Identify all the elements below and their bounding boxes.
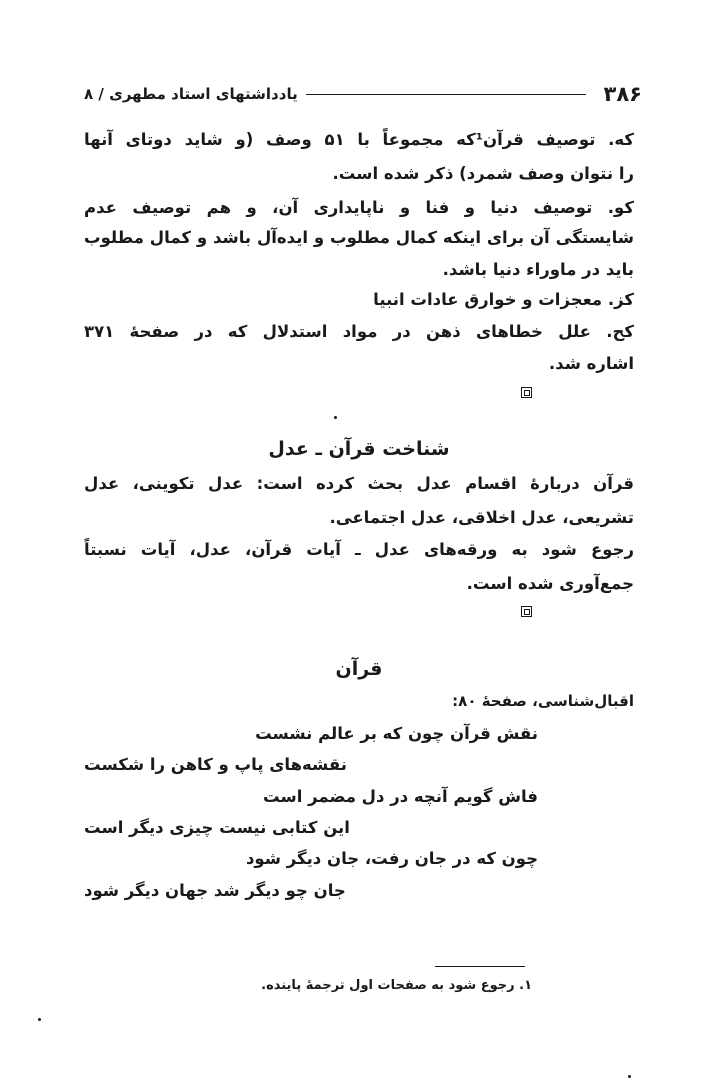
- print-dot: [38, 1018, 41, 1021]
- print-dot: [628, 1075, 631, 1078]
- footnote: ۱. رجوع شود به صفحات اول ترجمهٔ پاینده.: [261, 978, 532, 993]
- page-number: ۳۸۶: [603, 82, 642, 106]
- footnote-rule: [435, 966, 525, 967]
- running-title: یادداشتهای استاد مطهری / ۸: [84, 85, 298, 103]
- text-line: رجوع شود به ورقه‌های عدل ـ آیات قرآن، عدل، آیات نسبتاً: [84, 540, 634, 559]
- section-end-mark: [521, 387, 532, 398]
- text-line: قرآن دربارهٔ اقسام عدل بحث کرده است: عدل تکوینی، عدل: [84, 474, 634, 493]
- text-line: باید در ماوراء دنیا باشد.: [442, 260, 634, 279]
- text-line: شایستگی آن برای اینکه کمال مطلوب و ایده‌آل باشد و کمال مطلوب: [84, 228, 634, 247]
- text-line: کح. علل خطاهای ذهن در مواد استدلال که در صفحهٔ ۳۷۱: [84, 322, 634, 341]
- text-line: جمع‌آوری شده است.: [466, 574, 634, 593]
- text-line: را نتوان وصف شمرد) ذکر شده است.: [332, 164, 634, 183]
- text-line: کو. توصیف دنیا و فنا و ناپایداری آن، و هم توصیف عدم: [84, 198, 634, 217]
- text-line: اشاره شد.: [548, 354, 634, 373]
- section-end-mark: [521, 606, 532, 617]
- section-heading: قرآن: [335, 658, 383, 680]
- verse-line: نقش قرآن چون که بر عالم نشست: [255, 724, 538, 743]
- text-line: تشریعی، عدل اخلاقی، عدل اجتماعی.: [329, 508, 634, 527]
- source-reference: اقبال‌شناسی، صفحهٔ ۸۰:: [452, 692, 634, 710]
- text-line: که. توصیف قرآن¹که مجموعاً با ۵۱ وصف (و شاید دوتای آنها: [84, 130, 634, 149]
- section-heading: شناخت قرآن ـ عدل: [268, 438, 450, 460]
- verse-line: نقشه‌های پاپ و کاهن را شکست: [84, 755, 347, 774]
- print-dot: [334, 416, 337, 419]
- page-header: [84, 80, 642, 108]
- header-rule: [306, 94, 586, 95]
- text-line: کز. معجزات و خوارق عادات انبیا: [373, 290, 634, 309]
- verse-line: فاش گویم آنچه در دل مضمر است: [263, 787, 538, 806]
- verse-line: جان چو دیگر شد جهان دیگر شود: [84, 881, 346, 900]
- verse-line: این کتابی نیست چیزی دیگر است: [84, 818, 350, 837]
- verse-line: چون که در جان رفت، جان دیگر شود: [245, 849, 538, 868]
